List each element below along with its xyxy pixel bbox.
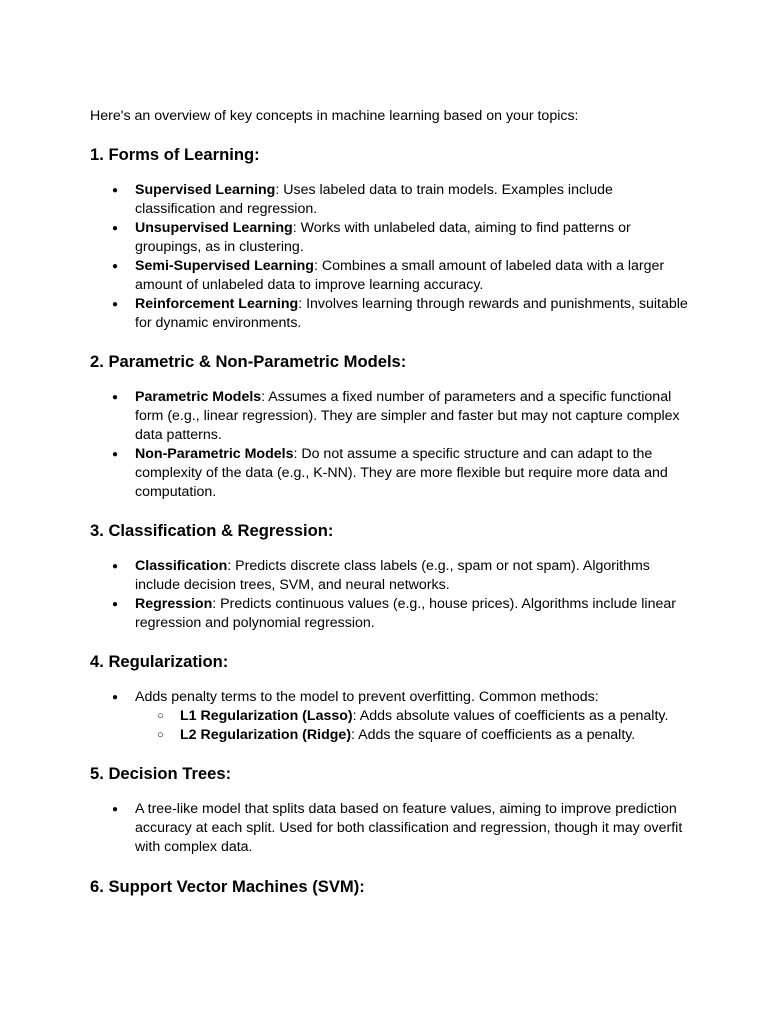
item-text: : Involves learning through rewards and punishments, suitable for dynamic environments. <box>135 296 688 331</box>
section-forms-of-learning <box>90 145 690 333</box>
item-term: Semi-Supervised Learning <box>135 258 314 274</box>
item-term: Non-Parametric Models <box>135 446 294 462</box>
section-regularization <box>90 652 690 745</box>
item-text: : Assumes a fixed number of parameters and a specific functional form (e.g., linear regression). They are simpler and faster but may not capture complex data patterns. <box>135 389 680 443</box>
section-heading: 4. Regularization: <box>90 652 229 671</box>
section-heading: 2. Parametric & Non-Parametric Models: <box>90 352 407 371</box>
section-heading: 1. Forms of Learning: <box>90 145 260 164</box>
item-text: : Adds the square of coefficients as a penalty. <box>351 727 636 743</box>
list-item <box>90 557 690 595</box>
item-term: Regression <box>135 596 213 612</box>
item-term: Unsupervised Learning <box>135 220 293 236</box>
section-svm <box>90 877 690 897</box>
bullet-list <box>90 688 690 745</box>
list-item <box>90 219 690 257</box>
item-term: Parametric Models <box>135 389 262 405</box>
bullet-list <box>90 800 690 857</box>
list-item <box>90 800 690 857</box>
section-parametric-models <box>90 352 690 502</box>
item-text: : Works with unlabeled data, aiming to find patterns or groupings, as in clustering. <box>135 220 631 255</box>
item-text: Adds penalty terms to the model to prevent overfitting. Common methods: <box>135 689 599 705</box>
item-text: : Uses labeled data to train models. Examples include classification and regression. <box>135 182 613 217</box>
item-text: : Adds absolute values of coefficients as a penalty. <box>352 708 669 724</box>
list-item <box>90 388 690 445</box>
item-term: Classification <box>135 558 228 574</box>
list-item <box>90 257 690 295</box>
list-item <box>90 181 690 219</box>
item-text: : Combines a small amount of labeled data with a larger amount of unlabeled data to improve learning accuracy. <box>135 258 665 293</box>
item-text: : Do not assume a specific structure and can adapt to the complexity of the data (e.g., K-NN). They are more flexible but require more data and computation. <box>135 446 668 500</box>
list-item <box>90 445 690 502</box>
section-classification-regression <box>90 521 690 633</box>
item-text: : Predicts discrete class labels (e.g., spam or not spam). Algorithms include decision trees, SVM, and neural networks. <box>135 558 650 593</box>
section-decision-trees <box>90 764 690 857</box>
item-term: Reinforcement Learning <box>135 296 299 312</box>
item-term: Supervised Learning <box>135 182 276 198</box>
list-item <box>90 688 690 745</box>
section-heading: 3. Classification & Regression: <box>90 521 334 540</box>
sub-list <box>135 707 690 745</box>
item-term: L1 Regularization (Lasso) <box>180 708 353 724</box>
list-item <box>90 595 690 633</box>
list-item <box>90 295 690 333</box>
bullet-list <box>90 388 690 502</box>
item-term: L2 Regularization (Ridge) <box>180 727 352 743</box>
section-heading: 5. Decision Trees: <box>90 764 232 783</box>
sub-list-item <box>135 707 680 726</box>
bullet-list <box>90 181 690 333</box>
sub-list-item <box>135 726 680 745</box>
item-text: A tree-like model that splits data based on feature values, aiming to improve prediction accuracy at each split. Used for both classification and regression, though it may overfit with complex data. <box>135 801 683 855</box>
intro-text: Here's an overview of key concepts in machine learning based on your topics: <box>90 108 579 124</box>
bullet-list <box>90 557 690 633</box>
section-heading: 6. Support Vector Machines (SVM): <box>90 877 365 896</box>
item-text: : Predicts continuous values (e.g., house prices). Algorithms include linear regression and polynomial regression. <box>135 596 676 631</box>
